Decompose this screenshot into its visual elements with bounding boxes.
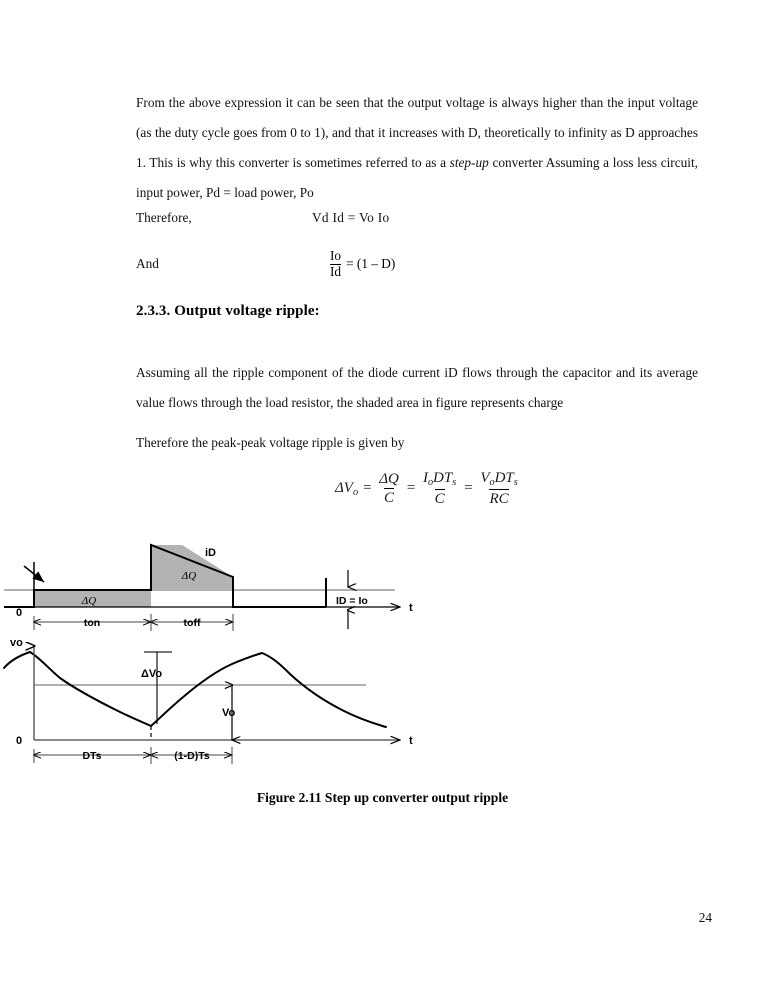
ripple-fraction-3: [480, 470, 517, 508]
bottom-chart-dts-label: DTs: [82, 750, 102, 762]
top-chart-signal-label: iD: [205, 547, 216, 559]
top-chart-toff-label: toff: [183, 617, 201, 629]
top-chart-diode-current: [4, 545, 413, 631]
ripple-f2-denominator: C: [434, 490, 445, 507]
ripple-f1-numerator: ΔQ: [379, 470, 399, 487]
bottom-chart-waveform: [4, 652, 386, 727]
bottom-chart-origin-label: 0: [16, 735, 23, 747]
io-id-fraction: [330, 249, 341, 280]
ripple-f3-numerator: [480, 470, 517, 489]
section-heading: 2.3.3. Output voltage ripple:: [136, 303, 320, 319]
bottom-chart-axis-label: t: [409, 735, 413, 747]
ripple-voltage-equation: [335, 470, 521, 508]
bottom-chart-vo-label: Vo: [222, 707, 236, 719]
top-chart-ton-label: ton: [83, 617, 101, 629]
ripple-f1-denominator: C: [384, 489, 395, 506]
ripple-lhs: [335, 480, 358, 498]
top-chart-average-label: ID = Io: [336, 595, 368, 607]
ripple-fraction-1: [379, 471, 399, 508]
top-chart-shaded-charge-2: [151, 545, 233, 590]
ripple-lhs-subscript: o: [352, 486, 359, 498]
current-ratio-rhs: = (1 – D): [346, 256, 396, 272]
ripple-f2-ts-sub: s: [452, 476, 457, 488]
top-chart-charge-label-1: ΔQ: [81, 595, 97, 607]
ripple-f3-ts-sub: s: [513, 476, 518, 488]
ripple-lhs-symbol: ΔV: [335, 479, 353, 496]
page-number: 24: [698, 910, 712, 925]
bottom-chart-one-minus-d-label: (1-D)Ts: [174, 750, 210, 762]
ripple-fraction-2: [423, 470, 456, 508]
term-step-up: step-up: [449, 155, 489, 170]
therefore-label: Therefore,: [136, 210, 192, 225]
paragraph-intro: [136, 88, 698, 208]
ripple-equals-3: =: [463, 480, 474, 497]
ripple-f3-v-sub: o: [489, 476, 495, 488]
ripple-f3-denominator: RC: [489, 490, 509, 507]
current-ratio-equation: [330, 249, 395, 280]
bottom-chart-output-voltage: [4, 637, 413, 764]
ripple-f3-dt: DT: [494, 470, 514, 486]
power-balance-equation: Vd Id = Vo Io: [312, 210, 390, 225]
top-chart-axis-label: t: [409, 602, 413, 614]
figure-step-up-converter-ripple: [0, 534, 765, 774]
paragraph-ripple-assumption: Assuming all the ripple component of the diode current iD flows through the capacitor and its average value flows through the load resistor, the shaded area in figure represents charge: [136, 365, 698, 410]
top-chart-charge-label-2: ΔQ: [181, 570, 197, 582]
paragraph-intro-part2: converter Assuming a loss less circuit, input power, Pd = load power, Po: [136, 155, 698, 200]
ripple-equals-2: =: [405, 480, 416, 497]
ripple-f2-numerator: [423, 470, 456, 489]
ripple-f3-v: V: [480, 470, 490, 486]
paragraph-peak-peak: Therefore the peak-peak voltage ripple is given by: [136, 435, 405, 450]
paragraph-intro-part1: From the above expression it can be seen that the output voltage is always higher than the input voltage (as the duty cycle goes from 0 to 1), and that it increases with D, theoretically to infinity as D approaches 1. This is why this converter is sometimes referred to as a: [136, 95, 698, 170]
ripple-f2-dt: DT: [433, 470, 453, 486]
top-chart-origin-label: 0: [16, 607, 23, 619]
fraction-numerator: Io: [330, 248, 342, 263]
and-label: And: [136, 256, 159, 271]
ripple-f2-i-sub: o: [427, 476, 434, 488]
bottom-chart-y-label: vo: [10, 637, 23, 649]
figure-caption: Figure 2.11 Step up converter output ripple: [256, 790, 509, 805]
ripple-equals-1: =: [362, 480, 373, 497]
fraction-denominator: Id: [330, 263, 342, 279]
bottom-chart-delta-label: ΔVo: [141, 668, 163, 680]
ripple-f2-i: I: [422, 470, 428, 486]
